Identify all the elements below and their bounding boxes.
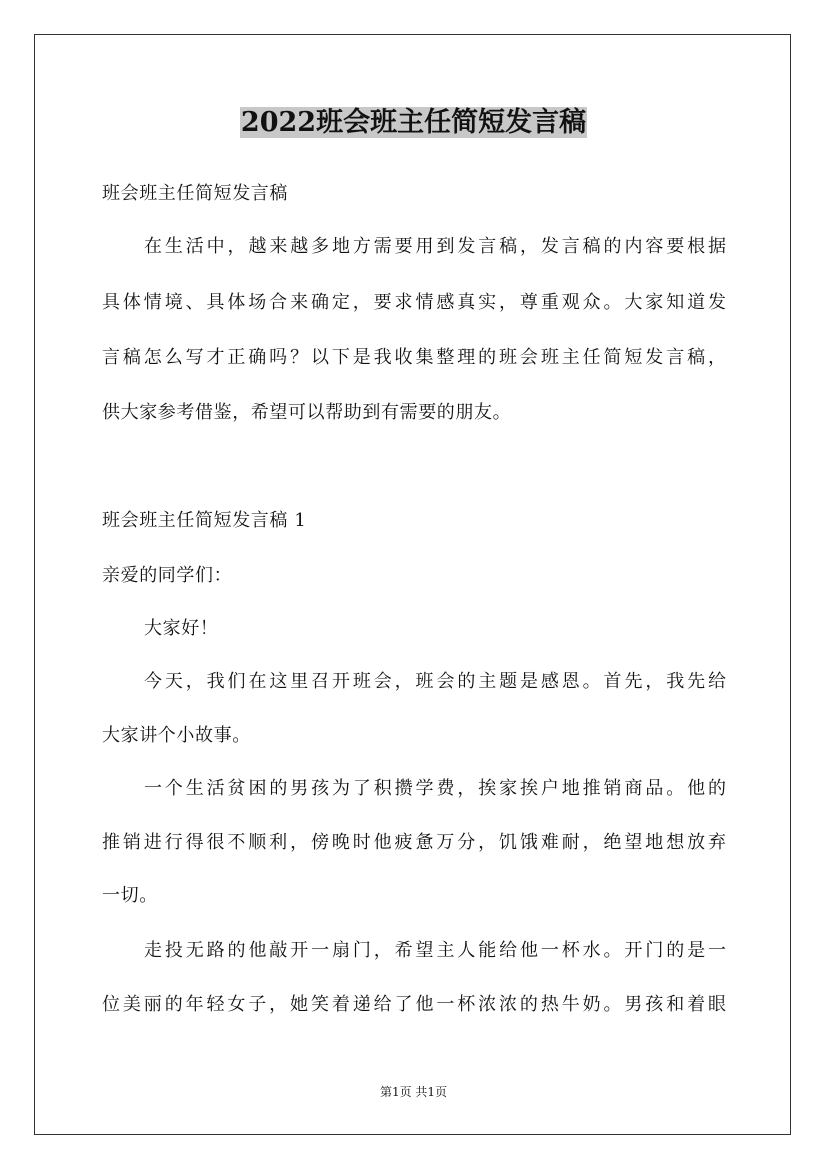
body-line: 推销进行得很不顺利，傍晚时他疲惫万分，饥饿难耐，绝望地想放弃 [102, 832, 726, 853]
intro-line: 言稿怎么写才正确吗？以下是我收集整理的班会班主任简短发言稿， [102, 347, 726, 368]
page-footer: 第1页 共1页 [379, 1085, 448, 1099]
body-line: 位美丽的年轻女子，她笑着递给了他一杯浓浓的热牛奶。男孩和着眼 [102, 994, 726, 1015]
intro-line: 供大家参考借鉴，希望可以帮助到有需要的朋友。 [102, 402, 512, 423]
body-line: 一个生活贫困的男孩为了积攒学费，挨家挨户地推销商品。他的 [144, 778, 726, 799]
intro-line: 具体情境、具体场合来确定，要求情感真实，尊重观众。大家知道发 [102, 292, 726, 313]
document-title-text: 2022班会班主任简短发言稿 [240, 107, 587, 138]
intro-line: 在生活中，越来越多地方需要用到发言稿，发言稿的内容要根据 [144, 236, 726, 257]
subtitle: 班会班主任简短发言稿 [102, 183, 288, 204]
body-line: 今天，我们在这里召开班会，班会的主题是感恩。首先，我先给 [144, 671, 726, 692]
body-line: 一切。 [102, 885, 158, 906]
section-heading: 班会班主任简短发言稿 1 [102, 510, 307, 531]
document-title [0, 103, 827, 143]
body-line: 大家讲个小故事。 [102, 725, 251, 746]
greeting: 大家好！ [144, 618, 219, 639]
salutation: 亲爱的同学们： [102, 565, 233, 586]
body-line: 走投无路的他敲开一扇门，希望主人能给他一杯水。开门的是一 [144, 940, 726, 961]
